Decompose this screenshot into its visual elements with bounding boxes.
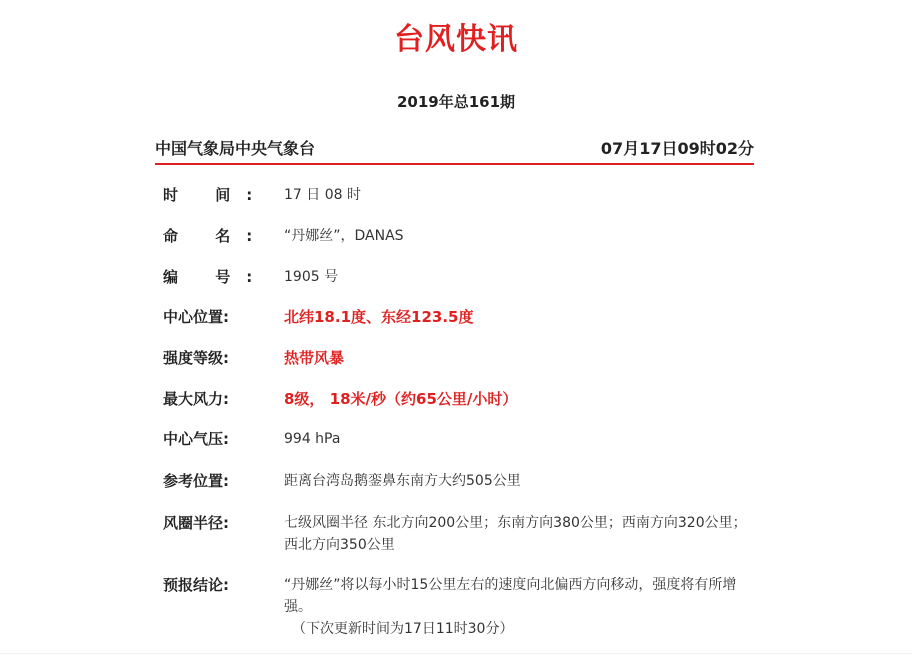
field-value: 17 日 08 时 (284, 187, 361, 203)
field-label: 预报结论: (163, 576, 229, 594)
issue-number: 2019年总161期 (396, 93, 516, 111)
update-note: （下次更新时间为17日11时30分） (292, 621, 514, 637)
field-label: 时 间: (163, 186, 269, 204)
field-value: 距离台湾岛鹅銮鼻东南方大约505公里 (284, 473, 521, 489)
field-label: 中心气压: (163, 430, 229, 448)
field-value (284, 574, 754, 640)
issue-datetime: 07月17日09时02分 (600, 139, 754, 158)
field-label: 强度等级: (163, 349, 229, 367)
field-value: 8级， 18米/秒（约65公里/小时） (284, 390, 518, 408)
field-label: 最大风力: (163, 390, 229, 408)
field-value: 热带风暴 (284, 349, 345, 367)
bulletin-header (155, 133, 754, 165)
field-value: 七级风圈半径 东北方向200公里；东南方向380公里；西南方向320公里；西北方向350公里 (284, 515, 747, 553)
field-label: 参考位置: (163, 472, 229, 490)
field-label: 编 号: (163, 268, 269, 286)
field-value: 1905 号 (284, 269, 339, 285)
forecast-text: “丹娜丝”将以每小时15公里左右的速度向北偏西方向移动，强度将有所增强。 (284, 577, 737, 615)
field-label: 命 名: (163, 227, 269, 245)
field-label: 中心位置: (163, 308, 229, 326)
field-value: “丹娜丝”，DANAS (284, 228, 404, 244)
field-label: 风圈半径: (163, 514, 229, 532)
field-value: 994 hPa (284, 431, 341, 447)
page-title: 台风快讯 (394, 22, 518, 57)
divider (0, 653, 912, 654)
field-value: 北纬18.1度、东经123.5度 (284, 308, 474, 326)
agency-name: 中国气象局中央气象台 (155, 139, 316, 158)
